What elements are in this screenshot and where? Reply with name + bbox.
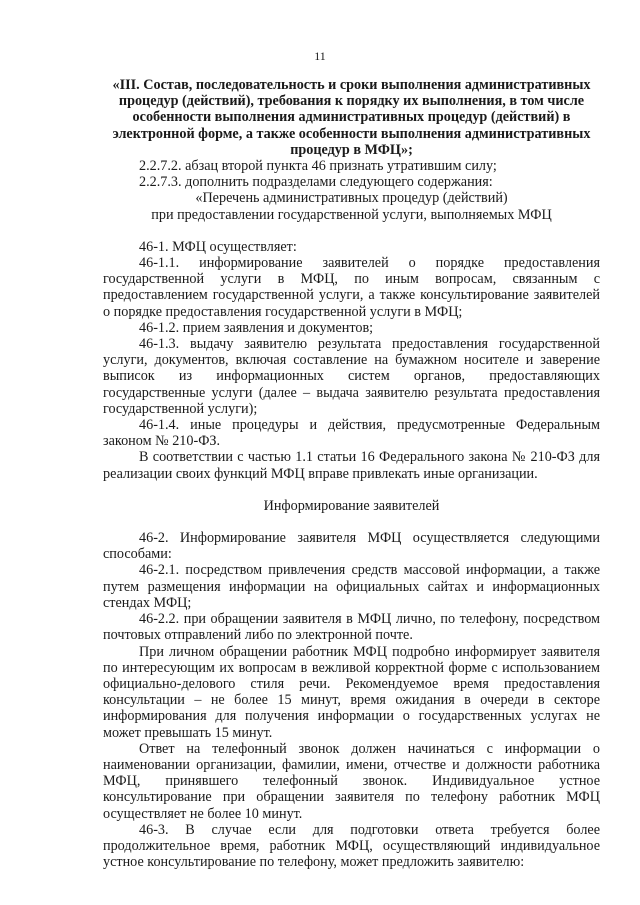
paragraph: При личном обращении работник МФЦ подробно информирует заявителя по интересующим их вопросам в вежливой корректной форме с использованием официально-делового стиля речи. Рекомендуемое время предоставления консультации – не более 15 минут, время ожидания в очереди в секторе информирования для получения информации о государственных услугах не может превышать 15 минут. [103,643,600,741]
paragraph: 46-1.4. иные процедуры и действия, предусмотренные Федеральным законом № 210-ФЗ. [103,417,600,450]
section-heading: «III. Состав, последовательность и сроки выполнения административных процедур (действий), требования к порядку их выполнения, в том числе особенности выполнения административных процедур (действий) в электронной форме, а также особенности выполнения административных процедур в МФЦ»; [112,77,591,158]
subtitle-line: «Перечень административных процедур (действий) [195,190,508,207]
paragraph: 46-1. МФЦ осуществляет: [139,238,297,255]
paragraph: 46-2.2. при обращении заявителя в МФЦ лично, по телефону, посредством почтовых отправлений либо по электронной почте. [103,611,600,644]
amendment-paragraph: 2.2.7.3. дополнить подразделами следующего содержания: [139,174,493,191]
paragraph: В соответствии с частью 1.1 статьи 16 Федерального закона № 210-ФЗ для реализации своих функций МФЦ вправе привлекать иные организации. [103,449,600,482]
paragraph: 46-3. В случае если для подготовки ответа требуется более продолжительное время, работник МФЦ, осуществляющий индивидуальное устное консультирование по телефону, может предложить заявителю: [103,821,600,871]
paragraph: 46-2. Информирование заявителя МФЦ осуществляется следующими способами: [103,530,600,563]
amendment-paragraph: 2.2.7.2. абзац второй пункта 46 признать утратившим силу; [139,158,497,175]
paragraph: 46-2.1. посредством привлечения средств массовой информации, а также путем размещения информации на официальных сайтах и информационных стендах МФЦ; [103,562,600,611]
paragraph: 46-1.2. прием заявления и документов; [139,319,374,336]
paragraph: Ответ на телефонный звонок должен начинаться с информации о наименовании организации, фамилии, имени, отчестве и должности работника МФЦ, принявшего телефонный звонок. Индивидуальное устное консультирование при обращении заявителя по телефону работник МФЦ осуществляет не более 10 минут. [103,740,600,822]
subtitle-line: при предоставлении государственной услуги, выполняемых МФЦ [151,206,552,223]
paragraph: 46-1.3. выдачу заявителю результата предоставления государственной услуги, документов, включая составление на бумажном носителе и заверение выписок из информационных систем органов, предоставляющих государственные услуги (далее – выдача заявителю результата предоставления государственной услуги); [103,336,600,417]
paragraph: 46-1.1. информирование заявителей о порядке предоставления государственной услуги в МФЦ, по иным вопросам, связанным с предоставлением государственной услуги, а также консультирование заявителей о порядке предоставления государственной услуги в МФЦ; [103,255,600,320]
document-body [103,77,600,870]
page-number: 11 [314,49,326,63]
subsection-title: Информирование заявителей [263,497,440,514]
